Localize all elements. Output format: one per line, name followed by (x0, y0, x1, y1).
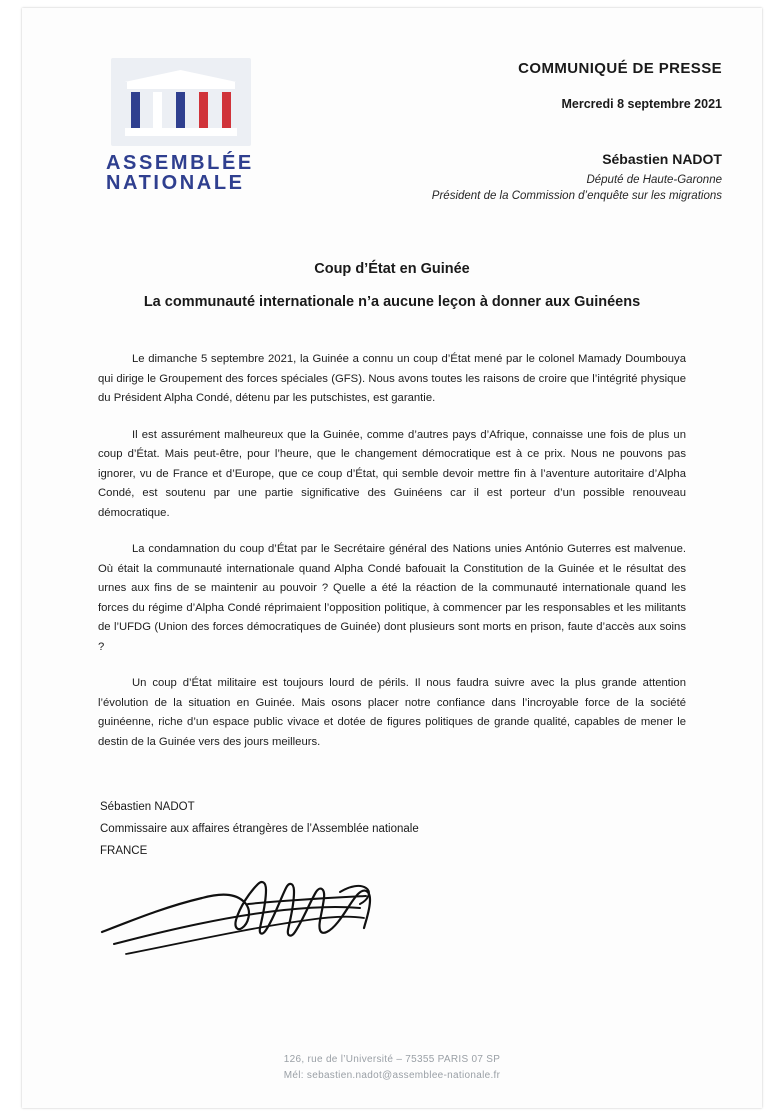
signature-title: Commissaire aux affaires étrangères de l’Assemblée nationale (100, 823, 419, 835)
document-sheet (22, 8, 762, 1108)
logo-roof-shape (125, 70, 237, 82)
document-footer (22, 1052, 762, 1084)
body-paragraph: Un coup d’État militaire est toujours lourd de périls. Il nous faudra suivre avec la plus grande attention l’évolution de la situation en Guinée. Mais osons placer notre confiance dans l’incroyable force de la société guinéenne, riche d’un espace public vivace et dotée de figures politiques de grande qualité, capables de mener le destin de la Guinée vers des jours meilleurs. (98, 677, 686, 748)
document-kind: COMMUNIQUÉ DE PRESSE (518, 60, 722, 77)
logo-base-shape (125, 128, 237, 136)
handwritten-signature (98, 870, 686, 962)
assembly-building-icon (111, 58, 251, 146)
footer-mail: Mél: sebastien.nadot@assemblee-nationale.fr (283, 1070, 501, 1081)
signature-name: Sébastien NADOT (100, 801, 195, 813)
body-paragraph: Le dimanche 5 septembre 2021, la Guinée a connu un coup d’État mené par le colonel Mamady Doumbouya qui dirige le Groupement des forces spéciales (GFS). Nous avons toutes les raisons de croire que l’intégrité physique du Président Alpha Condé, détenu par les putschistes, est garantie. (98, 353, 686, 404)
logo-column-blue-2 (176, 92, 185, 132)
logo-wordmark-line2: NATIONALE (106, 172, 245, 194)
logo-column-red (199, 92, 208, 132)
author-role-secondary: Président de la Commission d’enquête sur les migrations (431, 190, 722, 202)
header-meta (302, 60, 722, 202)
page-title: Coup d’État en Guinée (314, 261, 470, 277)
logo-architrave-shape (127, 82, 235, 89)
signature-block (98, 796, 686, 962)
document-date: Mercredi 8 septembre 2021 (561, 97, 722, 111)
body-paragraph: La condamnation du coup d’État par le Secrétaire général des Nations unies António Guterres est malvenue. Où était la communauté internationale quand Alpha Condé bafouait la Constitution de la Guinée et le résultat des urnes aux fins de se maintenir au pouvoir ? Quelle a été la réaction de la communauté internationale quand les forces du régime d’Alpha Condé réprimaient l’opposition politique, à commencer par les responsables et les militants de l’UFDG (Union des forces démocratiques de Guinée) dont plusieurs sont morts en prison, faute d’accès aux soins ? (98, 543, 686, 653)
logo-wordmark-line1: ASSEMBLÉE (106, 152, 254, 174)
logo-column-white (153, 92, 162, 132)
logo-column-blue (131, 92, 140, 132)
logo-column-red-2 (222, 92, 231, 132)
document-titles (22, 261, 762, 310)
body-paragraph: Il est assurément malheureux que la Guinée, comme d’autres pays d’Afrique, connaisse une fois de plus un coup d’État. Mais peut-être, pour l’heure, que le changement démocratique est à ce prix. Nous ne pouvons pas ignorer, vu de France et d’Europe, que ce coup d’État, qui semble devoir mettre fin à l’aventure autoritaire d’Alpha Condé, est soutenu par une partie significative des Guinéens car il est porteur d’un possible renouveau démocratique. (98, 428, 686, 519)
assemblee-nationale-logo (88, 58, 273, 193)
logo-wordmark (88, 153, 273, 193)
signature-country: FRANCE (100, 845, 148, 857)
author-role: Député de Haute-Garonne (586, 174, 722, 186)
logo-columns-icon (131, 92, 231, 132)
footer-address: 126, rue de l’Université – 75355 PARIS 07 SP (283, 1054, 501, 1065)
author-name: Sébastien NADOT (602, 151, 722, 167)
document-body (98, 350, 686, 752)
document-header (22, 8, 762, 202)
page-subtitle: La communauté internationale n’a aucune leçon à donner aux Guinéens (143, 294, 641, 310)
